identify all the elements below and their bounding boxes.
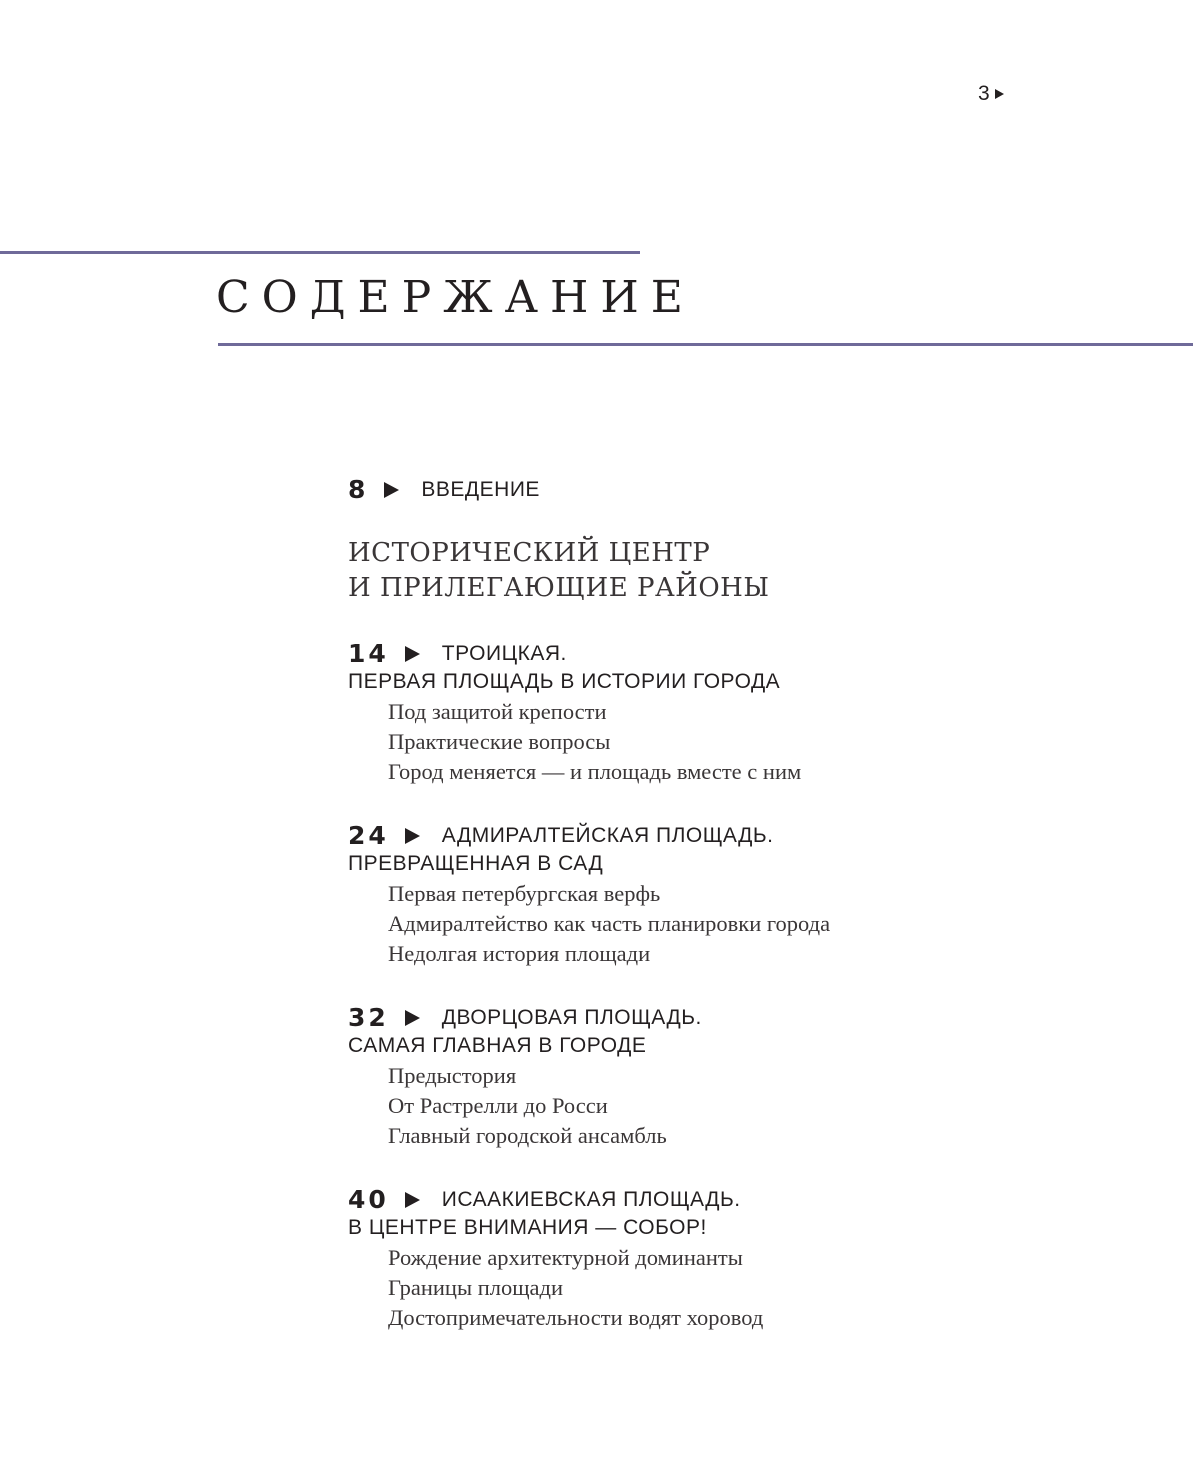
toc-entry-intro[interactable]: [348, 476, 540, 504]
toc-entry[interactable]: [348, 640, 780, 696]
subsection-list: [388, 697, 801, 787]
triangle-arrow-icon: [405, 646, 420, 662]
entry-title-line2: В ЦЕНТРЕ ВНИМАНИЯ — СОБОР!: [348, 1216, 707, 1239]
entry-title-line2: ПЕРВАЯ ПЛОЩАДЬ В ИСТОРИИ ГОРОДА: [348, 670, 781, 693]
page-number-value: 3: [978, 82, 990, 105]
triangle-arrow-icon: [405, 1192, 420, 1208]
page-number: [978, 82, 1004, 106]
subsection-item[interactable]: Первая петербургская верфь: [388, 881, 661, 906]
entry-page-number: 24: [348, 821, 389, 850]
subsection-list: [388, 1061, 667, 1151]
subsection-item[interactable]: Недолгая история площади: [388, 941, 651, 966]
toc-entry[interactable]: [348, 822, 773, 878]
subsection-item[interactable]: От Растрелли до Росси: [388, 1093, 608, 1118]
subsection-item[interactable]: Предыстория: [388, 1063, 517, 1088]
subsection-item[interactable]: Практические вопросы: [388, 729, 611, 754]
entry-title: ВВЕДЕНИЕ: [421, 478, 540, 501]
section-title-line: И ПРИЛЕГАЮЩИЕ РАЙОНЫ: [348, 573, 770, 603]
entry-title: ИСААКИЕВСКАЯ ПЛОЩАДЬ.: [441, 1188, 741, 1211]
subsection-list: [388, 879, 830, 969]
contents-title: СОДЕРЖАНИЕ: [216, 272, 695, 323]
triangle-arrow-icon: [405, 828, 420, 844]
section-title: [348, 536, 769, 606]
entry-title: АДМИРАЛТЕЙСКАЯ ПЛОЩАДЬ.: [441, 824, 774, 847]
entry-page-number: 40: [348, 1185, 389, 1214]
toc-entry[interactable]: [348, 1004, 702, 1060]
subsection-list: [388, 1243, 763, 1333]
triangle-arrow-icon: [405, 1010, 420, 1026]
section-title-line: ИСТОРИЧЕСКИЙ ЦЕНТР: [348, 538, 711, 568]
entry-page-number: 32: [348, 1003, 389, 1032]
triangle-arrow-icon: [384, 482, 399, 498]
subsection-item[interactable]: Рождение архитектурной доминанты: [388, 1245, 743, 1270]
subsection-item[interactable]: Под защитой крепости: [388, 699, 607, 724]
entry-title: ДВОРЦОВАЯ ПЛОЩАДЬ.: [441, 1006, 702, 1029]
subsection-item[interactable]: Адмиралтейство как часть планировки города: [388, 911, 831, 936]
toc-entry[interactable]: [348, 1186, 741, 1242]
subsection-item[interactable]: Достопримечательности водят хоровод: [388, 1305, 764, 1330]
triangle-arrow-icon: [995, 89, 1004, 99]
entry-title-line2: САМАЯ ГЛАВНАЯ В ГОРОДЕ: [348, 1034, 647, 1057]
subsection-item[interactable]: Главный городской ансамбль: [388, 1123, 667, 1148]
entry-page-number: 14: [348, 639, 389, 668]
subsection-item[interactable]: Город меняется — и площадь вместе с ним: [388, 759, 802, 784]
entry-page-number: 8: [348, 475, 369, 504]
bottom-divider: [218, 343, 1193, 346]
entry-title-line2: ПРЕВРАЩЕННАЯ В САД: [348, 852, 604, 875]
subsection-item[interactable]: Границы площади: [388, 1275, 564, 1300]
top-divider: [0, 251, 640, 254]
entry-title: ТРОИЦКАЯ.: [441, 642, 567, 665]
